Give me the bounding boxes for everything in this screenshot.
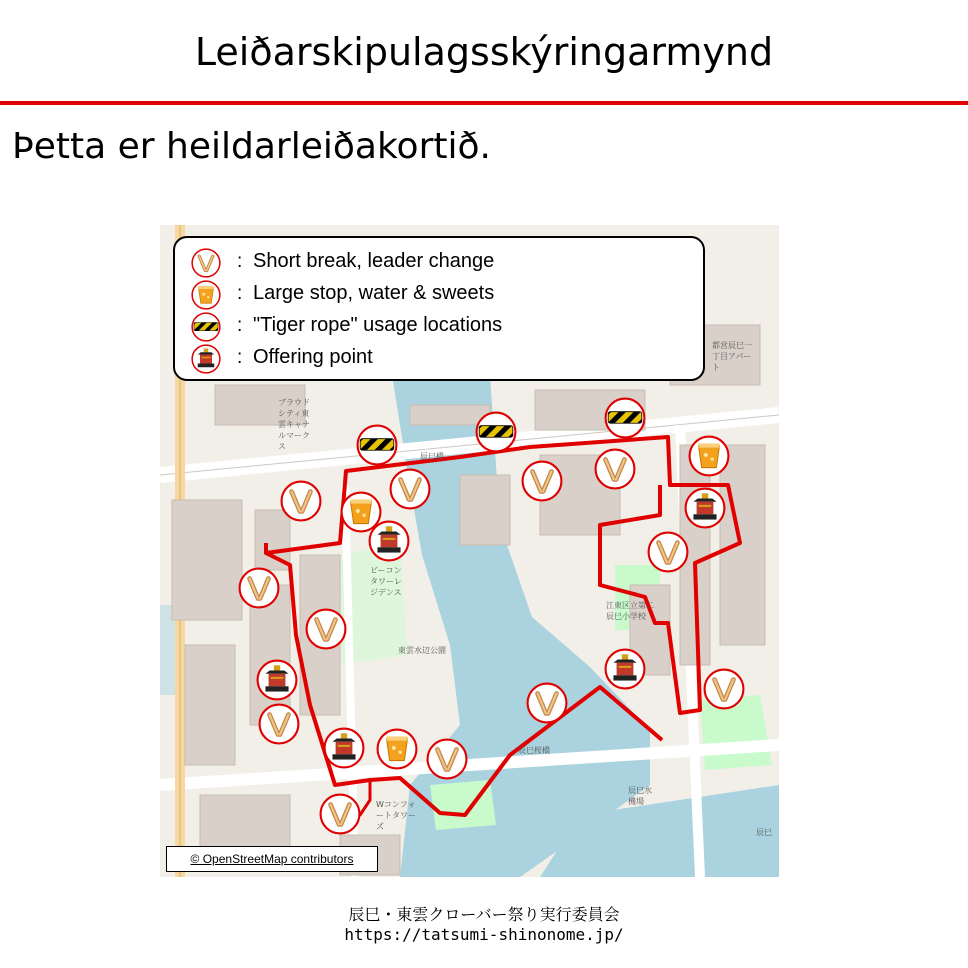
apartment-label: 都営辰巳一丁目アパート — [712, 341, 752, 372]
bridge-bottom-label: 辰巳桜橋 — [518, 746, 550, 755]
tower-top-label: ブラウドシティ東雲キャナルマークス — [278, 398, 310, 451]
sticks-icon — [428, 740, 467, 779]
water-cup-icon — [378, 730, 417, 769]
sticks-icon — [523, 462, 562, 501]
park-label: 東雲水辺公園 — [398, 646, 446, 655]
legend-colon: : — [237, 315, 243, 336]
offering-shrine-icon — [370, 522, 409, 561]
legend-colon: : — [237, 347, 243, 368]
legend-label: Large stop, water & sweets — [253, 282, 495, 304]
legend-row-short-break — [191, 248, 691, 278]
page-title: Leiðarskipulagsskýringarmynd — [194, 30, 774, 74]
sticks-icon — [307, 610, 346, 649]
school-label: 江東区立第二辰巳小学校 — [606, 601, 654, 621]
legend-label: "Tiger rope" usage locations — [253, 314, 503, 336]
water-cup-icon — [191, 280, 221, 310]
water-cup-icon — [342, 493, 381, 532]
pump-label: 辰巳水機場 — [628, 786, 652, 806]
sticks-icon — [705, 670, 744, 709]
sticks-icon — [528, 684, 567, 723]
sticks-icon — [391, 470, 430, 509]
sticks-icon — [649, 533, 688, 572]
organizer-url[interactable]: https://tatsumi-shinonome.jp/ — [344, 925, 624, 944]
offering-shrine-icon — [606, 650, 645, 689]
legend-row-tiger-rope — [191, 312, 691, 342]
legend-label: Short break, leader change — [253, 250, 495, 272]
bridge-top-label: 辰巳橋 — [420, 452, 444, 461]
sticks-icon — [191, 248, 221, 278]
sticks-icon — [260, 705, 299, 744]
tower-bottom-label: Wコンフォートタワーズ — [376, 800, 416, 831]
legend-row-large-stop — [191, 280, 691, 310]
legend-label: Offering point — [253, 346, 373, 368]
legend-colon: : — [237, 251, 243, 272]
title-divider — [0, 101, 968, 105]
osm-attribution-link[interactable]: © OpenStreetMap contributors — [166, 846, 378, 872]
offering-shrine-icon — [191, 344, 221, 374]
offering-shrine-icon — [258, 661, 297, 700]
sticks-icon — [282, 482, 321, 521]
page-subtitle: Þetta er heildarleiðakortið. — [12, 126, 491, 167]
legend-colon: : — [237, 283, 243, 304]
offering-shrine-icon — [686, 489, 725, 528]
legend-row-offering — [191, 344, 691, 374]
offering-shrine-icon — [325, 729, 364, 768]
sticks-icon — [240, 569, 279, 608]
tiger-rope-icon — [477, 413, 516, 452]
station-label: 辰巳 — [756, 828, 772, 837]
sticks-icon — [596, 450, 635, 489]
organizer-name: 辰巳・東雲クローバー祭り実行委員会 — [348, 905, 620, 924]
sticks-icon — [321, 795, 360, 834]
tiger-rope-icon — [358, 426, 397, 465]
water-cup-icon — [690, 437, 729, 476]
tiger-rope-icon — [606, 399, 645, 438]
tower-mid-label: ビーコンタワーレジデンス — [370, 566, 402, 597]
map-legend — [173, 236, 705, 381]
route-map[interactable] — [160, 225, 779, 877]
tiger-rope-icon — [191, 312, 221, 342]
